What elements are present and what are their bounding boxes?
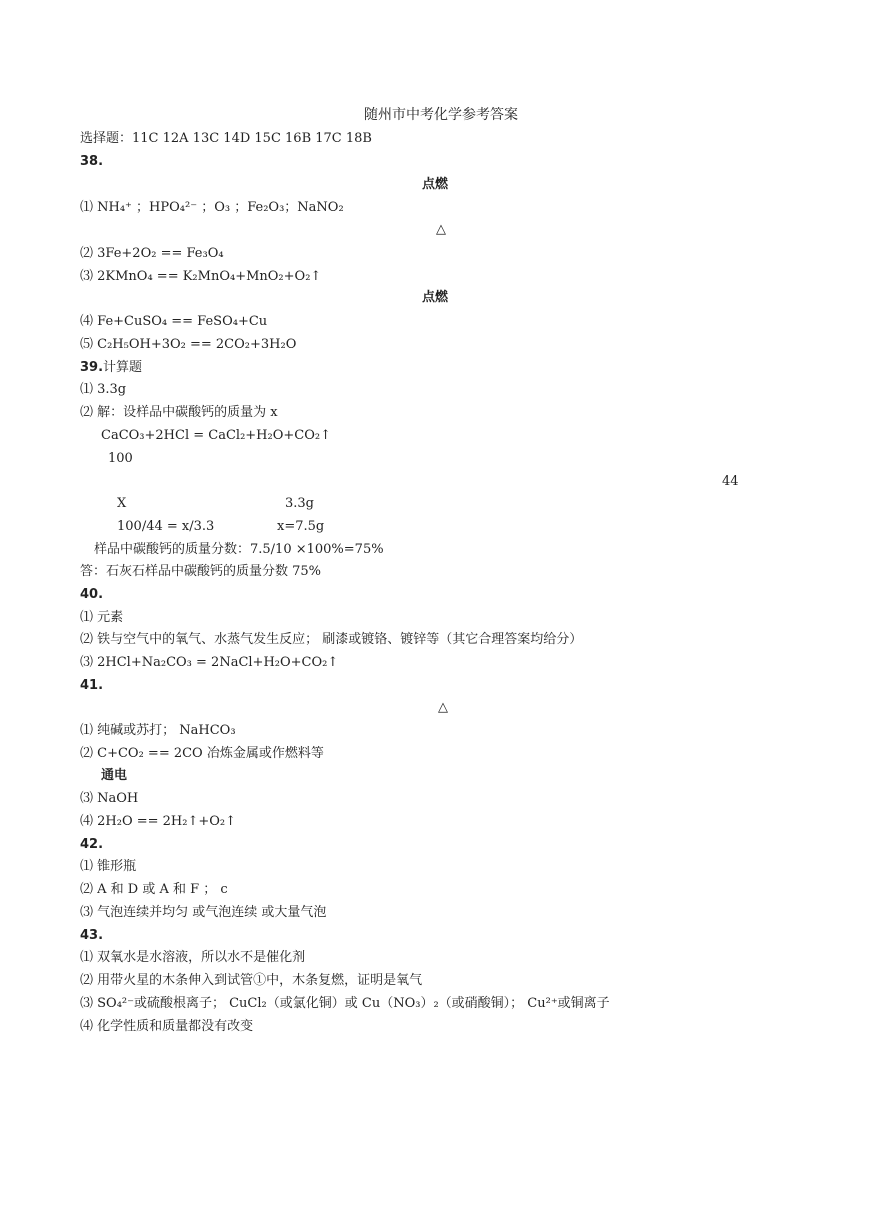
q41-answer-1: ⑴ 纯碱或苏打； NaHCO₃ <box>80 723 236 738</box>
q42-answer-3: ⑶ 气泡连续并均匀 或气泡连续 或大量气泡 <box>80 905 327 920</box>
q39-answer-2: ⑵ 解：设样品中碳酸钙的质量为 x <box>80 405 278 420</box>
q39-fraction: 样品中碳酸钙的质量分数：7.5/10 ×100%=75% <box>94 542 384 557</box>
q39-answer-1: ⑴ 3.3g <box>80 382 127 397</box>
q43-answer-1: ⑴ 双氧水是水溶液，所以水不是催化剂 <box>80 950 306 965</box>
q38-condition-burn-1: 点燃 <box>422 177 449 192</box>
q39-unknown-x: X <box>117 496 127 511</box>
q39-x-value: x=7.5g <box>277 519 325 534</box>
q40-number: 40. <box>80 587 104 602</box>
q38-condition-burn-2: 点燃 <box>422 290 449 305</box>
q38-answer-3: ⑶ 2KMnO₄ == K₂MnO₄+MnO₂+O₂↑ <box>80 269 322 284</box>
q39-mass-100: 100 <box>108 451 133 466</box>
q41-answer-2: ⑵ C+CO₂ == 2CO 冶炼金属或作燃料等 <box>80 746 324 761</box>
q38-answer-4: ⑷ Fe+CuSO₄ == FeSO₄+Cu <box>80 314 268 329</box>
q42-number: 42. <box>80 837 104 852</box>
q42-answer-2: ⑵ A 和 D 或 A 和 F ； c <box>80 882 228 897</box>
q42-answer-1: ⑴ 锥形瓶 <box>80 859 137 874</box>
q38-answer-1: ⑴ NH₄⁺ ；HPO₄²⁻ ；O₃ ；Fe₂O₃；NaNO₂ <box>80 200 344 215</box>
q39-mass-44: 44 <box>722 474 739 489</box>
q43-answer-3: ⑶ SO₄²⁻或硫酸根离子； CuCl₂（或氯化铜）或 Cu（NO₃）₂（或硝酸铜）； Cu²⁺或铜离子 <box>80 996 610 1011</box>
q43-number: 43. <box>80 928 104 943</box>
q41-answer-3: ⑶ NaOH <box>80 791 139 806</box>
q41-condition-electric: 通电 <box>101 768 128 783</box>
q39-value-3-3g: 3.3g <box>285 496 314 511</box>
q40-answer-3: ⑶ 2HCl+Na₂CO₃ = 2NaCl+H₂O+CO₂↑ <box>80 655 339 670</box>
q41-condition-heat: △ <box>438 700 448 715</box>
q43-answer-4: ⑷ 化学性质和质量都没有改变 <box>80 1019 254 1034</box>
q38-answer-2: ⑵ 3Fe+2O₂ == Fe₃O₄ <box>80 246 224 261</box>
q39-label: 计算题 <box>103 360 143 375</box>
q41-number: 41. <box>80 678 104 693</box>
q40-answer-1: ⑴ 元素 <box>80 610 124 625</box>
q41-answer-4: ⑷ 2H₂O == 2H₂↑+O₂↑ <box>80 814 237 829</box>
q39-final-answer: 答：石灰石样品中碳酸钙的质量分数 75% <box>80 564 322 579</box>
q38-number: 38. <box>80 154 104 169</box>
q39-number: 39. <box>80 360 104 375</box>
q40-answer-2: ⑵ 铁与空气中的氧气、水蒸气发生反应； 刷漆或镀铬、镀锌等（其它合理答案均给分） <box>80 632 583 647</box>
q43-answer-2: ⑵ 用带火星的木条伸入到试管①中，木条复燃，证明是氧气 <box>80 973 423 988</box>
page-title: 随州市中考化学参考答案 <box>364 107 518 123</box>
q39-ratio: 100/44 = x/3.3 <box>117 519 215 534</box>
choice-answers: 选择题：11C 12A 13C 14D 15C 16B 17C 18B <box>80 131 372 146</box>
q39-equation: CaCO₃+2HCl = CaCl₂+H₂O+CO₂↑ <box>101 428 331 443</box>
q38-answer-5: ⑸ C₂H₅OH+3O₂ == 2CO₂+3H₂O <box>80 337 297 352</box>
q39-heading <box>80 359 142 377</box>
q38-condition-heat: △ <box>436 222 446 237</box>
